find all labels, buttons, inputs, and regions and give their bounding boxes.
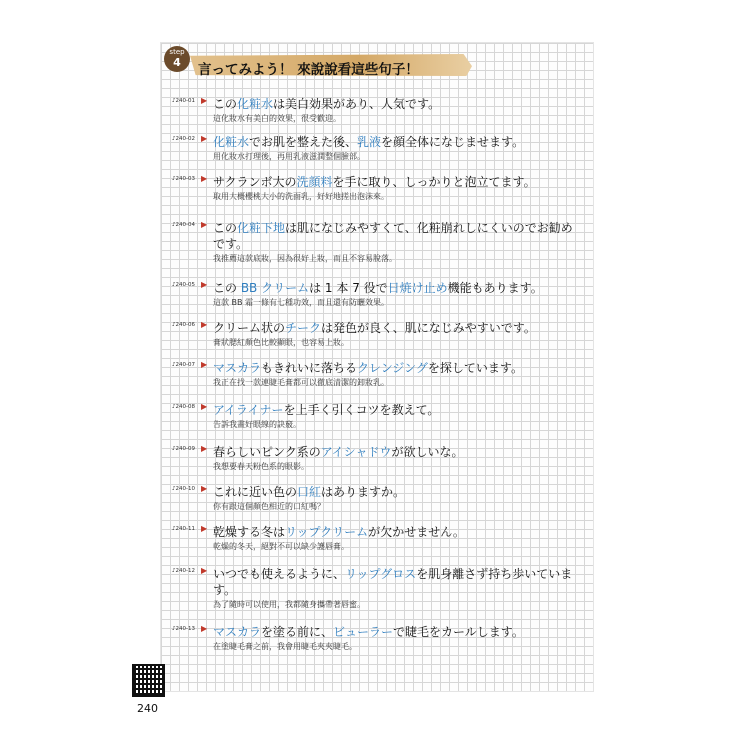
sentence-text: この [213, 281, 241, 295]
chinese-translation: 這化妝水有美白的效果，很受歡迎。 [213, 114, 341, 123]
phrase-entry [172, 360, 577, 389]
page-title: 言ってみよう！ 來說說看這些句子！ [198, 62, 419, 78]
vocab-highlight: マスカラ [213, 625, 262, 639]
japanese-sentence [213, 174, 577, 190]
vocab-highlight: アイライナー [213, 403, 284, 417]
vocab-highlight: 化粧水 [213, 135, 250, 149]
phrase-entry [172, 566, 577, 611]
sentence-text: は美白効果があり、人気です。 [273, 97, 441, 111]
phrase-entry [172, 484, 577, 513]
phrase-entry [172, 624, 577, 653]
play-arrow-icon: ▶ [201, 360, 208, 369]
sentence-text: でお肌を整えた後、 [249, 135, 358, 149]
sentence-text: を肌身離さず持ち歩いています。 [213, 567, 573, 597]
play-arrow-icon: ▶ [201, 96, 208, 105]
play-arrow-icon: ▶ [201, 320, 208, 329]
vocab-highlight: マスカラ [213, 361, 262, 375]
sentence-text: を手に取り、しっかりと泡立てます。 [332, 175, 536, 189]
play-arrow-icon: ▶ [201, 524, 208, 533]
chinese-translation: 告訴我畫好眼線的訣竅。 [213, 420, 301, 429]
chinese-translation: 取用大概櫻桃大小的洗面乳，好好地搓出泡沫來。 [213, 192, 389, 201]
japanese-sentence [213, 360, 577, 376]
phrase-entry [172, 220, 577, 265]
chinese-translation: 膏狀腮紅顏色比較顯眼，也容易上妝。 [213, 338, 349, 347]
vocab-highlight: 口紅 [297, 485, 322, 499]
sentence-text: この [213, 97, 238, 111]
japanese-sentence [213, 220, 573, 252]
phrase-entry [172, 320, 577, 349]
sentence-text: は発色が良く、肌になじみやすいです。 [321, 321, 536, 335]
phrase-entry [172, 402, 577, 431]
chinese-translation: 我推薦這款底妝，因為很好上妝，而且不容易脫落。 [213, 254, 397, 263]
japanese-sentence [213, 96, 577, 112]
play-arrow-icon: ▶ [201, 402, 208, 411]
step-badge [164, 46, 190, 72]
step-word: step [169, 48, 185, 56]
sentence-text: が欲しいな。 [391, 445, 464, 459]
vocab-highlight: リップグロス [345, 567, 417, 581]
audio-track-code[interactable]: ♪240-09 [172, 446, 195, 452]
vocab-highlight: BB クリーム [240, 281, 310, 295]
vocab-highlight: 日焼け止め [387, 281, 448, 295]
sentence-text: クリーム状の [213, 321, 286, 335]
japanese-sentence [213, 484, 577, 500]
vocab-highlight: クレンジング [357, 361, 428, 375]
qr-code[interactable] [132, 664, 165, 697]
vocab-highlight: 化粧水 [237, 97, 274, 111]
phrase-entry [172, 444, 577, 473]
japanese-sentence [213, 280, 577, 296]
play-arrow-icon: ▶ [201, 220, 208, 229]
sentence-text: いつでも使えるように、 [213, 567, 346, 581]
audio-track-code[interactable]: ♪240-11 [172, 526, 195, 532]
play-arrow-icon: ▶ [201, 174, 208, 183]
sentence-text: もきれいに落ちる [261, 361, 358, 375]
sentence-text: サクランボ大の [213, 175, 297, 189]
japanese-sentence [213, 566, 573, 598]
chinese-translation: 為了隨時可以使用，我都隨身攜帶著唇蜜。 [213, 600, 365, 609]
phrase-entry [172, 524, 577, 553]
play-arrow-icon: ▶ [201, 484, 208, 493]
japanese-sentence [213, 402, 577, 418]
sentence-text: で睫毛をカールします。 [393, 625, 524, 639]
chinese-translation: 這款 BB 霜一條有七種功效，而且還有防曬效果。 [213, 298, 390, 307]
sentence-text: を上手く引くコツを教えて。 [283, 403, 440, 417]
vocab-highlight: アイシャドウ [320, 445, 392, 459]
japanese-sentence [213, 320, 577, 336]
audio-track-code[interactable]: ♪240-06 [172, 322, 195, 328]
audio-track-code[interactable]: ♪240-12 [172, 568, 195, 574]
sentence-text: が欠かせません。 [368, 525, 465, 539]
audio-track-code[interactable]: ♪240-07 [172, 362, 195, 368]
audio-track-code[interactable]: ♪240-10 [172, 486, 195, 492]
phrase-entry [172, 96, 577, 125]
phrase-entry [172, 280, 577, 309]
vocab-highlight: 洗顔料 [296, 175, 333, 189]
chinese-translation: 在塗睫毛膏之前，我會用睫毛夾夾睫毛。 [213, 642, 357, 651]
vocab-highlight: リップクリーム [285, 525, 369, 539]
vocab-highlight: ビューラー [333, 625, 394, 639]
chinese-translation: 我正在找一款連睫毛膏都可以徹底清潔的卸妝乳。 [213, 378, 389, 387]
sentence-text: はありますか。 [321, 485, 406, 499]
chinese-translation: 乾燥的冬天，絕對不可以缺少護唇膏。 [213, 542, 349, 551]
audio-track-code[interactable]: ♪240-02 [172, 136, 195, 142]
sentence-text: を顔全体になじませます。 [381, 135, 525, 149]
audio-track-code[interactable]: ♪240-08 [172, 404, 195, 410]
japanese-sentence [213, 134, 577, 150]
japanese-sentence [213, 524, 577, 540]
sentence-text: は肌になじみやすくて、化粧崩れしにくいのでお勧めです。 [213, 221, 573, 251]
audio-track-code[interactable]: ♪240-13 [172, 626, 195, 632]
sentence-text: 乾燥する冬は [213, 525, 286, 539]
vocab-highlight: 化粧下地 [237, 221, 286, 235]
sentence-text: この [213, 221, 238, 235]
vocab-highlight: 乳液 [357, 135, 382, 149]
audio-track-code[interactable]: ♪240-05 [172, 282, 195, 288]
sentence-text: 春らしいピンク系の [213, 445, 321, 459]
play-arrow-icon: ▶ [201, 444, 208, 453]
sentence-text: は 1 本 7 役で [309, 281, 388, 295]
sentence-text: これに近い色の [213, 485, 298, 499]
page-number: 240 [137, 702, 158, 715]
sentence-text: を塗る前に、 [261, 625, 334, 639]
audio-track-code[interactable]: ♪240-03 [172, 176, 195, 182]
audio-track-code[interactable]: ♪240-04 [172, 222, 195, 228]
phrase-entry [172, 134, 577, 163]
play-arrow-icon: ▶ [201, 566, 208, 575]
play-arrow-icon: ▶ [201, 280, 208, 289]
sentence-text: を探しています。 [427, 361, 523, 375]
phrase-entry [172, 174, 577, 203]
play-arrow-icon: ▶ [201, 134, 208, 143]
japanese-sentence [213, 444, 577, 460]
chinese-translation: 用化妝水打理後，再用乳液滋潤整個臉部。 [213, 152, 365, 161]
sentence-text: 機能もあります。 [447, 281, 543, 295]
vocab-highlight: チーク [285, 321, 322, 335]
japanese-sentence [213, 624, 577, 640]
chinese-translation: 我想要春天粉色系的眼影。 [213, 462, 309, 471]
step-number: 4 [173, 56, 181, 69]
chinese-translation: 你有跟這個顏色相近的口紅嗎？ [213, 502, 325, 511]
audio-track-code[interactable]: ♪240-01 [172, 98, 195, 104]
play-arrow-icon: ▶ [201, 624, 208, 633]
